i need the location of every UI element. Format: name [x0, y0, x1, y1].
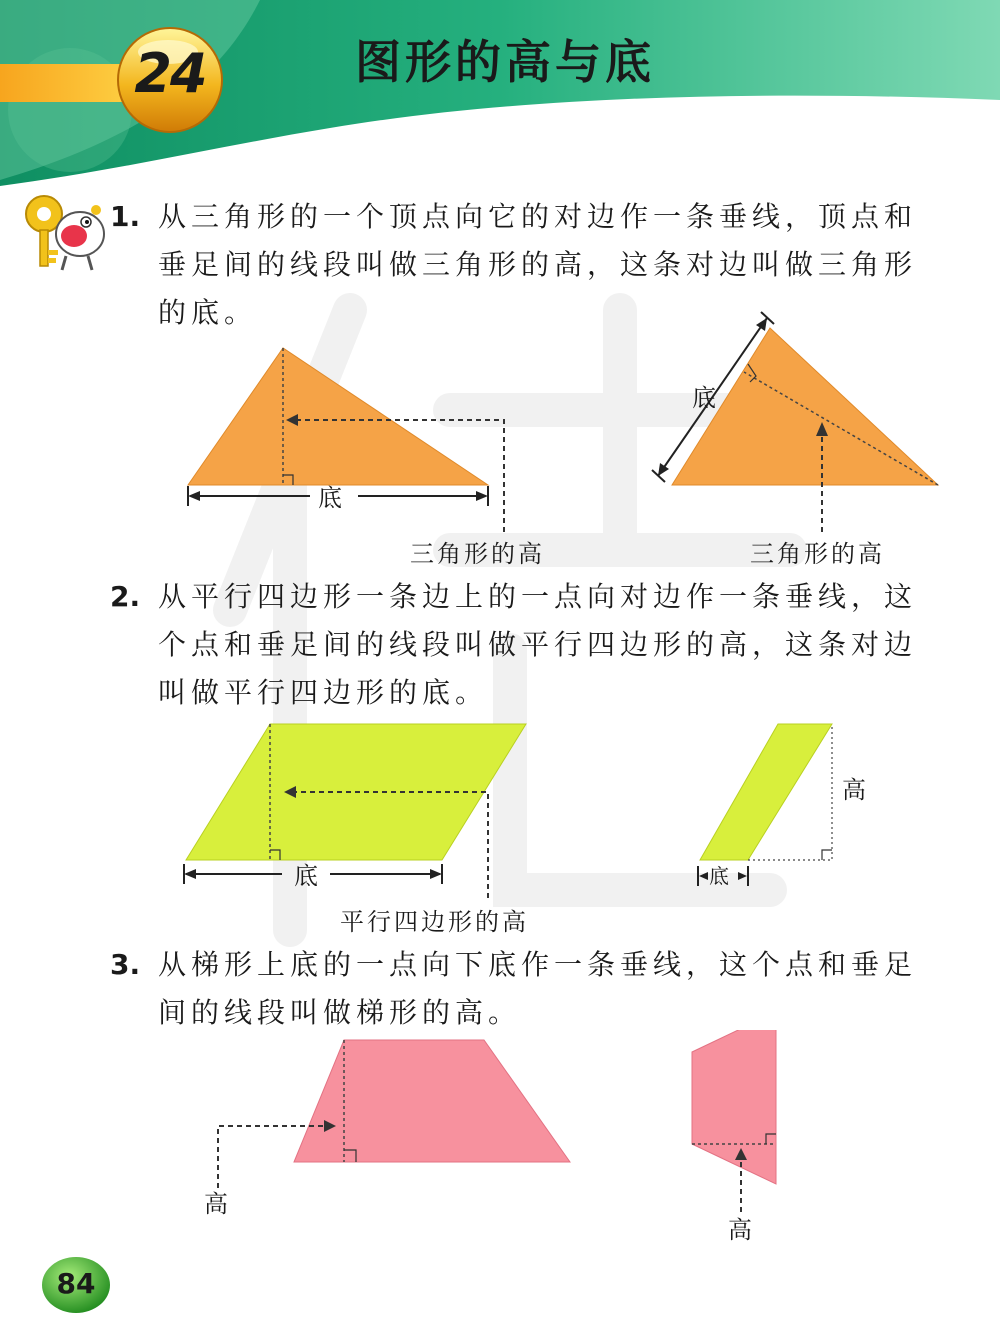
fig2-left-base-label: 底 [294, 862, 321, 890]
section-1-number: 1. [110, 200, 141, 233]
triangle-figures [170, 300, 960, 540]
lesson-number: 24 [134, 42, 206, 105]
page-number-badge [40, 1255, 112, 1315]
parallelogram-figures [170, 710, 860, 910]
section-2-body: 从平行四边形一条边上的一点向对边作一条垂线，这个点和垂足间的线段叫做平行四边形的高，这条对边叫做平行四边形的底。 [158, 580, 918, 709]
parallelogram-right [700, 724, 832, 860]
section-3-number: 3. [110, 948, 141, 981]
trapezoid-right [692, 1030, 776, 1184]
key-mascot-icon [18, 192, 108, 274]
page-header [0, 0, 1000, 200]
section-2-text [110, 573, 950, 717]
section-1-body: 从三角形的一个顶点向它的对边作一条垂线，顶点和垂足间的线段叫做三角形的高，这条对边叫做三角形的底。 [158, 200, 918, 329]
fig1-left-base-label: 底 [318, 484, 345, 512]
page-number: 84 [56, 1267, 96, 1300]
fig1-right-height-label: 三角形的高 [750, 540, 885, 568]
fig3-left-height-label: 高 [204, 1190, 231, 1218]
fig1-left-height-label: 三角形的高 [410, 540, 545, 568]
section-3-body: 从梯形上底的一点向下底作一条垂线，这个点和垂足间的线段叫做梯形的高。 [158, 948, 918, 1029]
fig1-right-base-label: 底 [692, 384, 719, 412]
section-2-number: 2. [110, 580, 141, 613]
section-3-text [110, 941, 950, 1037]
fig2-right-base-label: 底 [709, 864, 732, 888]
trapezoid-left [294, 1040, 570, 1162]
triangle-left [188, 348, 488, 485]
fig2-left-height-label: 平行四边形的高 [340, 908, 529, 936]
fig3-right-height-label: 高 [728, 1216, 755, 1244]
page-title: 图形的高与底 [355, 35, 655, 89]
fig2-right-height-label: 高 [842, 776, 869, 804]
trapezoid-figures [200, 1030, 800, 1230]
